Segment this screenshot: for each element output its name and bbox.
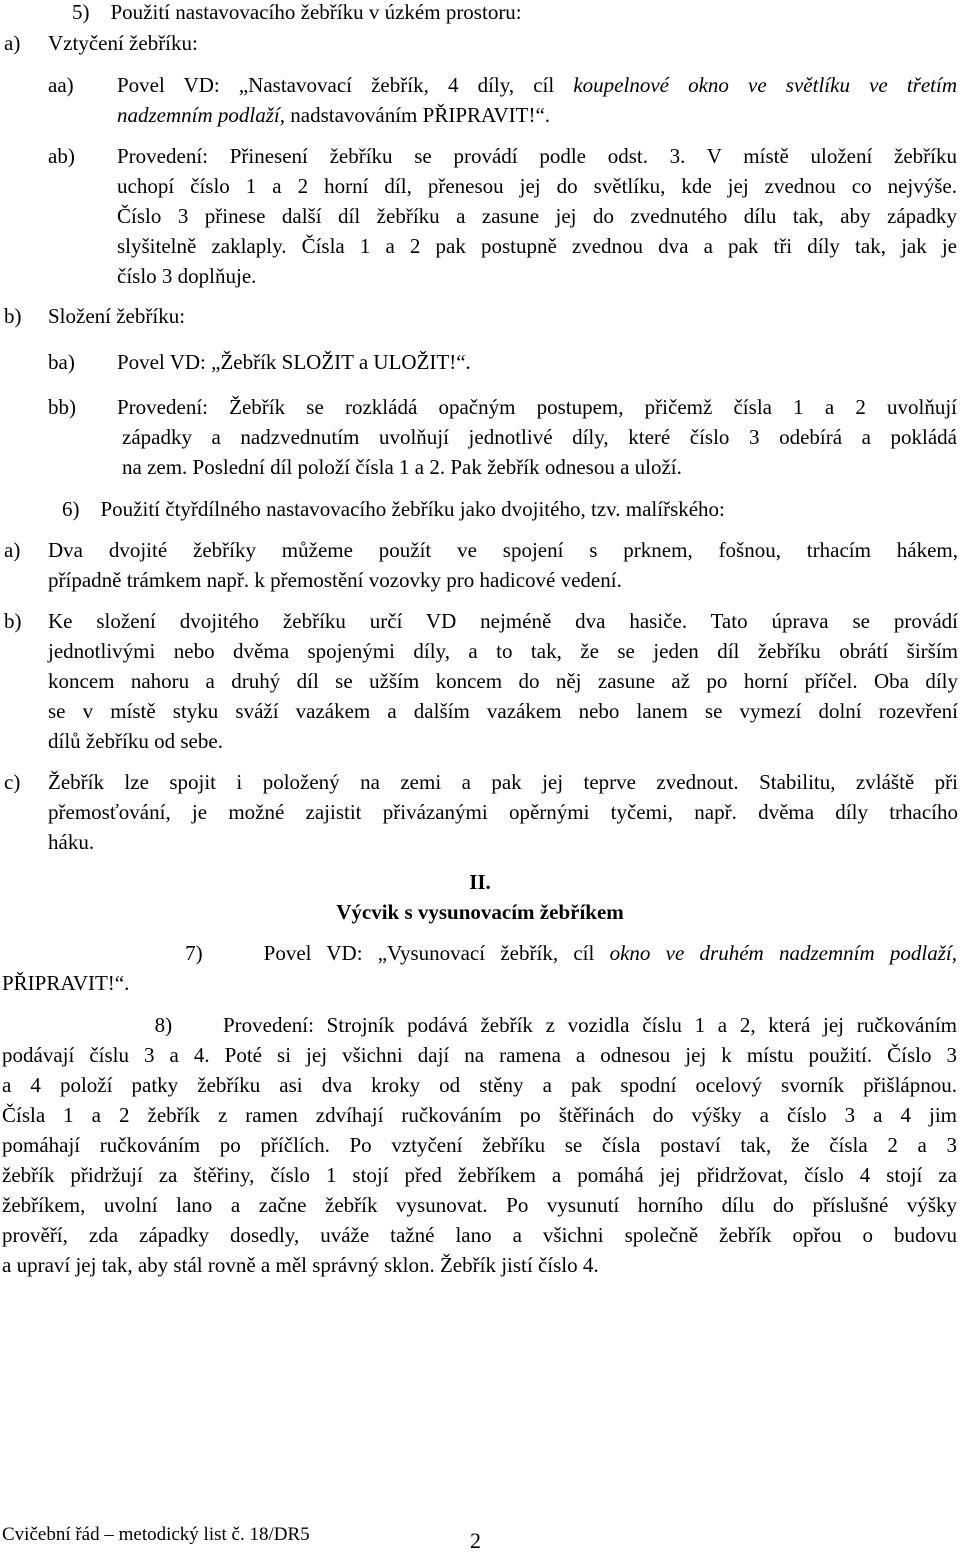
sec8-line: a 4 položí patky žebříku asi dva kroky od stěny a pak spodní ocelový svorník přišlápnou. (2, 1073, 957, 1097)
sec8-line: prověří, zda západky dosedly, uváže tažné lano a všichni společně žebřík opřou o budovu (2, 1223, 957, 1247)
footer-text: Cvičební řád – metodický list č. 18/DR5 (2, 1524, 310, 1545)
sec6-a-line: případně trámkem např. k přemostění vozovky pro hadicové vedení. (48, 568, 622, 592)
sec5-bb-line: západky a nadzvednutím uvolňují jednotlivé díly, které číslo 3 odebírá a pokládá (122, 425, 957, 449)
sec6-b-line: se v místě styku sváží vazákem a dalším vazákem nebo lanem se vymezí dolní rozevření (48, 699, 958, 723)
sec5-title: 5) Použití nastavovacího žebříku v úzkém prostoru: (72, 0, 522, 24)
sec5-ab-line: uchopí číslo 1 a 2 horní díl, přenesou jej do světlíku, kde jej zvednou co nejvýše. (117, 174, 957, 198)
sec5-b-label: b) (4, 304, 22, 328)
sec5-bb-label: bb) (48, 395, 76, 419)
sec6-c-label: c) (4, 770, 21, 794)
sec8-line: Čísla 1 a 2 žebřík z ramen zdvíhají ručkováním po štěřinách do výšky a číslo 3 a 4 jim (2, 1103, 957, 1127)
sec5-ab-line: Provedení: Přinesení žebříku se provádí podle odst. 3. V místě uložení žebříku (117, 144, 957, 168)
sec5-a-label: a) (4, 31, 21, 55)
section-heading: Výcvik s vysunovacím žebříkem (336, 900, 624, 924)
sec5-ba-text: Povel VD: „Žebřík SLOŽIT a ULOŽIT!“. (117, 350, 471, 374)
sec7-line2: PŘIPRAVIT!“. (2, 971, 130, 995)
sec5-ab-line: číslo 3 doplňuje. (117, 264, 257, 288)
sec5-ab-line: slyšitelně zaklaply. Čísla 1 a 2 pak postupně zvednou dva a pak tři díly tak, jak je (117, 234, 957, 258)
section-number: II. (469, 870, 491, 894)
sec6-a-line: Dva dvojité žebříky můžeme použít ve spojení s prknem, fošnou, trhacím hákem, (48, 538, 958, 562)
sec6-a-label: a) (4, 538, 21, 562)
sec7-line1: 7) Povel VD: „Vysunovací žebřík, cíl okno ve druhém nadzemním podlaží, (2, 941, 957, 965)
sec5-b-text: Složení žebříku: (48, 304, 186, 328)
sec6-title: 6) Použití čtyřdílného nastavovacího žebříku jako dvojitého, tzv. malířského: (62, 497, 725, 521)
sec5-aa-line2: nadzemním podlaží, nadstavováním PŘIPRAVIT!“. (117, 103, 551, 127)
sec8-line: žebřík přidržují za štěřiny, číslo 1 stojí před žebříkem a pomáhá jej přidržovat, číslo 4 stojí za (2, 1163, 957, 1187)
sec5-a-text: Vztyčení žebříku: (48, 31, 198, 55)
sec6-c-line: háku. (48, 830, 95, 854)
sec8-line: žebříkem, uvolní lano a začne žebřík vysunovat. Po vysunutí horního dílu do příslušné výšky (2, 1193, 957, 1217)
sec6-b-label: b) (4, 609, 22, 633)
sec6-b-line: koncem nahoru a druhý díl se užším koncem do něj zasune až po horní příčel. Oba díly (48, 669, 958, 693)
sec5-aa-label: aa) (48, 73, 74, 97)
sec6-b-line: dílů žebříku od sebe. (48, 729, 223, 753)
sec8-line: pomáhají ručkováním po příčlích. Po vztyčení žebříku se čísla postaví tak, že čísla 2 a 3 (2, 1133, 957, 1157)
sec6-c-line: Žebřík lze spojit i položený na zemi a pak jej teprve zvednout. Stabilitu, zvláště při (48, 770, 958, 794)
page-number: 2 (470, 1528, 481, 1553)
sec5-ab-line: Číslo 3 přinese další díl žebříku a zasune jej do zvednutého dílu tak, aby západky (117, 204, 957, 228)
sec5-ab-label: ab) (48, 144, 75, 168)
sec8-line: podávají číslu 3 a 4. Poté si jej všichni dají na ramena a odnesou jej k místu použití. Číslo 3 (2, 1043, 957, 1067)
sec8-line: 8) Provedení: Strojník podává žebřík z vozidla číslu 1 a 2, která jej ručkováním (2, 1013, 957, 1037)
sec6-b-line: Ke složení dvojitého žebříku určí VD nejméně dva hasiče. Tato úprava se provádí (48, 609, 958, 633)
sec5-bb-line: Provedení: Žebřík se rozkládá opačným postupem, přičemž čísla 1 a 2 uvolňují (117, 395, 957, 419)
sec5-ba-label: ba) (48, 350, 75, 374)
sec5-aa-line1: Povel VD: „Nastavovací žebřík, 4 díly, cíl koupelnové okno ve světlíku ve třetím (117, 73, 957, 97)
sec8-line: a upraví jej tak, aby stál rovně a měl správný sklon. Žebřík jistí číslo 4. (2, 1253, 599, 1277)
sec6-b-line: jednotlivými nebo dvěma spojenými díly, a to tak, že se jeden díl žebříku obrátí širším (48, 639, 958, 663)
sec6-c-line: přemosťování, je možné zajistit přivázanými opěrnými tyčemi, např. dvěma díly trhacího (48, 800, 958, 824)
sec5-bb-line: na zem. Poslední díl položí čísla 1 a 2. Pak žebřík odnesou a uloží. (122, 455, 682, 479)
